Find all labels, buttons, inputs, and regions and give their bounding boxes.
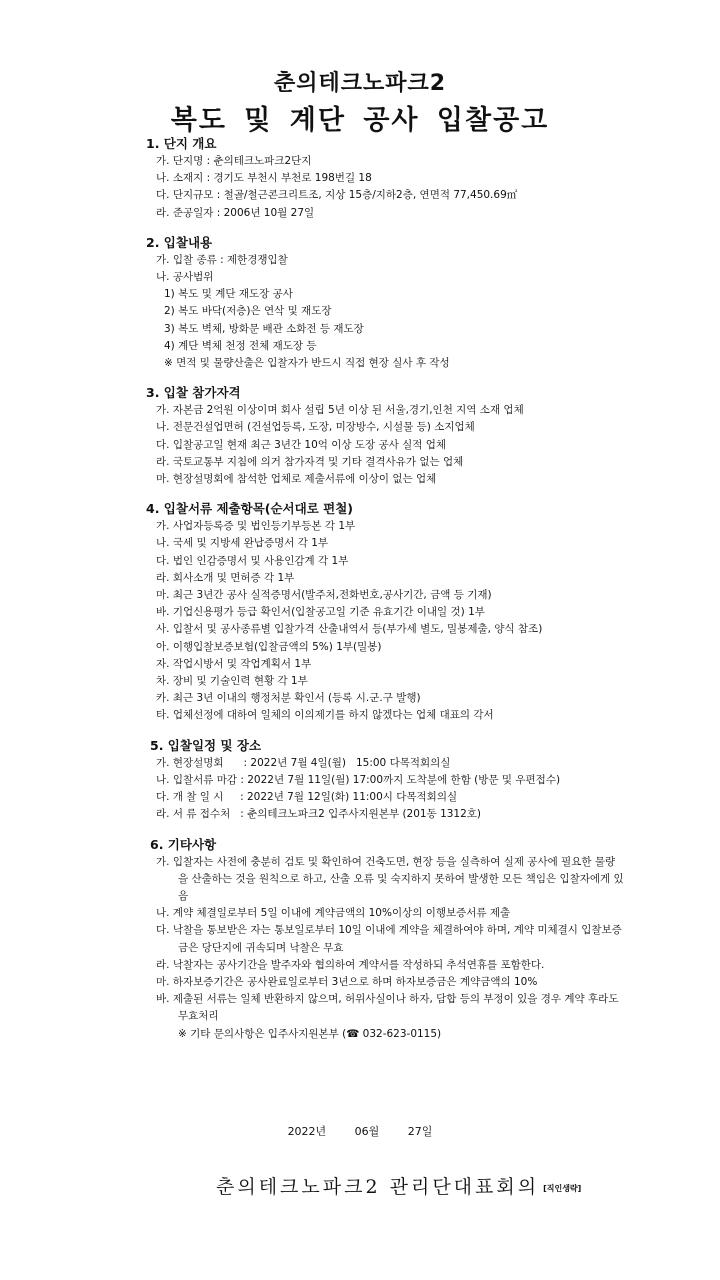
list-item: 다. 개 찰 일 시 : 2022년 7월 12일(화) 11:00시 다목적회의실: [156, 791, 458, 804]
section-bid-content: [0, 234, 720, 372]
list-item: 라. 낙찰자는 공사기간을 발주자와 협의하여 계약서를 작성하되 추석연휴를 포함한다.: [156, 958, 545, 971]
list-item: 나. 계약 체결일로부터 5일 이내에 계약금액의 10%이상의 이행보증서류 제출: [156, 907, 511, 920]
sub-list-item: 3) 복도 벽체, 방화문 배관 소화전 등 재도장: [164, 322, 364, 335]
list-item: 라. 국토교통부 지침에 의거 참가자격 및 기타 결격사유가 없는 업체: [156, 455, 464, 468]
issuer-name: 춘의테크노파크2 관리단대표회의: [216, 1176, 540, 1198]
section-heading: 5. 입찰일정 및 장소: [150, 737, 262, 753]
list-item: 가. 현장설명회 : 2022년 7월 4일(월) 15:00 다목적회의실: [156, 756, 451, 769]
list-item: 나. 공사범위: [156, 271, 214, 284]
list-item: 자. 작업시방서 및 작업계획서 1부: [156, 657, 312, 670]
list-item: 아. 이행입찰보증보험(입찰금액의 5%) 1부(밀봉): [156, 640, 382, 653]
complex-title: 춘의테크노파크2: [273, 71, 447, 96]
list-item: 가. 단지명 : 춘의테크노파크2단지: [156, 155, 312, 167]
list-item: 사. 입찰서 및 공사종류별 입찰가격 산출내역서 등(부가세 별도, 밀봉제출, 양식 참조): [156, 623, 543, 636]
section-schedule: [0, 737, 720, 824]
contact-note: ※ 기타 문의사항은 입주사지원본부 (☎ 032-623-0115): [178, 1027, 442, 1040]
list-item: 다. 입찰공고일 현재 최근 3년간 10억 이상 도장 공사 실적 업체: [156, 438, 447, 451]
notice-body: [0, 135, 720, 1043]
list-item: 나. 소재지 : 경기도 부천시 부천로 198번길 18: [156, 172, 372, 185]
section-heading: 2. 입찰내용: [146, 234, 213, 250]
section-eligibility: [0, 384, 720, 488]
list-item: 가. 자본금 2억원 이상이며 회사 설립 5년 이상 된 서울,경기,인천 지역 소재 업체: [156, 404, 524, 417]
list-item: 타. 업체선정에 대하여 일체의 이의제기를 하지 않겠다는 업체 대표의 각서: [156, 709, 494, 722]
list-item: 가. 사업자등록증 및 법인등기부등본 각 1부: [156, 520, 356, 533]
list-item: 가. 입찰자는 사전에 충분히 검토 및 확인하여 건축도면, 현장 등을 실측하여 실제 공사에 필요한 물량을 산출하는 것을 원칙으로 하고, 산출 오류 및 숙지하지 못하여 발생한 모든 책임은 입찰자에게 있음: [156, 855, 624, 902]
list-item: 마. 하자보증기간은 공사완료일로부터 3년으로 하며 하자보증금은 계약금액의 10%: [156, 975, 538, 988]
list-item: 다. 낙찰을 통보받은 자는 통보일로부터 10일 이내에 계약을 체결하여야 하며, 계약 미체결시 입찰보증금은 당단지에 귀속되며 낙찰은 무효: [156, 924, 622, 954]
list-item: 다. 법인 인감증명서 및 사용인감계 각 1부: [156, 554, 349, 567]
sub-list-item: 4) 계단 벽체 천정 전체 재도장 등: [164, 339, 317, 352]
section-heading: 3. 입찰 참가자격: [146, 385, 241, 401]
list-item: 마. 최근 3년간 공사 실적증명서(발주처,전화번호,공사기간, 금액 등 기재): [156, 589, 492, 602]
section-overview: [0, 135, 720, 222]
list-item: 나. 입찰서류 마감 : 2022년 7월 11일(월) 17:00까지 도착분에 한함 (방문 및 우편접수): [156, 773, 561, 786]
sub-list-note: ※ 면적 및 물량산출은 입찰자가 반드시 직접 현장 실사 후 작성: [164, 357, 450, 370]
list-item: 다. 단지규모 : 철골/철근콘크리트조, 지상 15층/지하2층, 연면적 77,450.69㎡: [156, 189, 518, 202]
list-item: 라. 준공일자 : 2006년 10월 27일: [156, 206, 315, 219]
list-item: 바. 기업신용평가 등급 확인서(입찰공고일 기준 유효기간 이내일 것) 1부: [156, 606, 485, 619]
signature-block: [216, 1172, 581, 1199]
section-heading: 6. 기타사항: [150, 836, 217, 852]
sub-list-item: 2) 복도 바닥(저층)은 연삭 및 재도장: [164, 305, 332, 318]
section-misc: [0, 836, 720, 1043]
list-item: 나. 전문건설업면허 (건설업등록, 도장, 미장방수, 시설물 등) 소지업체: [156, 421, 475, 434]
list-item: 마. 현장설명회에 참석한 업체로 제출서류에 이상이 없는 업체: [156, 473, 437, 486]
list-item: 가. 입찰 종류 : 제한경쟁입찰: [156, 253, 288, 266]
list-item: 바. 제출된 서류는 일체 반환하지 않으며, 허위사실이나 하자, 담합 등의 부정이 있을 경우 계약 후라도 무효처리: [156, 993, 619, 1023]
section-heading: 1. 단지 개요: [146, 136, 217, 151]
section-heading: 4. 입찰서류 제출항목(순서대로 편철): [146, 501, 353, 517]
list-item: 라. 서 류 접수처 : 춘의테크노파크2 입주사지원본부 (201동 1312호): [156, 808, 482, 821]
sub-list-item: 1) 복도 및 계단 재도장 공사: [164, 288, 293, 301]
notice-title: 복도 및 계단 공사 입찰공고: [170, 105, 550, 136]
notice-date: 2022년 06월 27일: [287, 1125, 433, 1138]
list-item: 카. 최근 3년 이내의 행정처분 확인서 (등록 시.군.구 발행): [156, 692, 421, 705]
list-item: 라. 회사소개 및 면허증 각 1부: [156, 571, 295, 584]
list-item: 차. 장비 및 기술인력 현황 각 1부: [156, 675, 308, 688]
seal-omitted-label: [직인생략]: [543, 1183, 582, 1193]
list-item: 나. 국세 및 지방세 완납증명서 각 1부: [156, 537, 329, 550]
section-documents: [0, 500, 720, 724]
